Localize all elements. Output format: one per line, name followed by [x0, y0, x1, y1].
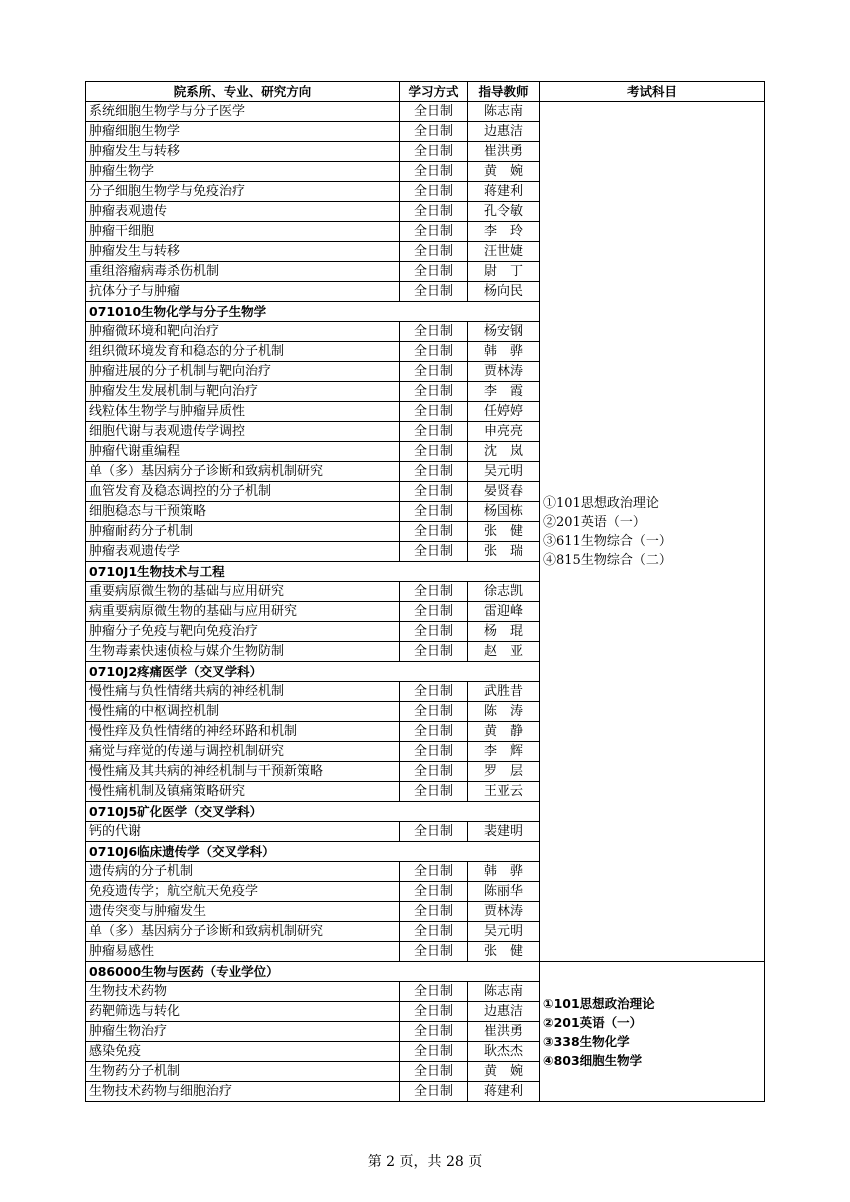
section-title: 0710J2疼痛医学（交叉学科）: [86, 662, 540, 682]
supervisor: 罗 层: [468, 762, 540, 782]
research-direction: 肿瘤表观遗传: [86, 202, 400, 222]
research-direction: 重组溶瘤病毒杀伤机制: [86, 262, 400, 282]
study-mode: 全日制: [400, 1042, 468, 1062]
research-direction: 肿瘤代谢重编程: [86, 442, 400, 462]
supervisor: 黄 婉: [468, 162, 540, 182]
research-direction: 慢性痛与负性情绪共病的神经机制: [86, 682, 400, 702]
study-mode: 全日制: [400, 502, 468, 522]
study-mode: 全日制: [400, 382, 468, 402]
exam-subject: ③611生物综合（一）: [543, 533, 672, 549]
study-mode: 全日制: [400, 622, 468, 642]
study-mode: 全日制: [400, 822, 468, 842]
study-mode: 全日制: [400, 342, 468, 362]
research-direction: 血管发育及稳态调控的分子机制: [86, 482, 400, 502]
study-mode: 全日制: [400, 702, 468, 722]
header-program: 院系所、专业、研究方向: [86, 82, 400, 102]
research-direction: 慢性痛机制及镇痛策略研究: [86, 782, 400, 802]
supervisor: 晏贤春: [468, 482, 540, 502]
supervisor: 黄 婉: [468, 1062, 540, 1082]
research-direction: 慢性痛的中枢调控机制: [86, 702, 400, 722]
section-title: 0710J1生物技术与工程: [86, 562, 540, 582]
supervisor: 李 辉: [468, 742, 540, 762]
study-mode: 全日制: [400, 862, 468, 882]
table-body: [86, 102, 765, 1102]
research-direction: 药靶筛选与转化: [86, 1002, 400, 1022]
supervisor: 徐志凯: [468, 582, 540, 602]
supervisor: 杨向民: [468, 282, 540, 302]
supervisor: 杨国栋: [468, 502, 540, 522]
supervisor: 孔令敏: [468, 202, 540, 222]
study-mode: 全日制: [400, 942, 468, 962]
header-supervisor: 指导教师: [468, 82, 540, 102]
research-direction: 免疫遗传学；航空航天免疫学: [86, 882, 400, 902]
research-direction: 肿瘤耐药分子机制: [86, 522, 400, 542]
study-mode: 全日制: [400, 222, 468, 242]
header-exam-subjects: 考试科目: [540, 82, 765, 102]
supervisor: 李 霞: [468, 382, 540, 402]
study-mode: 全日制: [400, 602, 468, 622]
supervisor: 边惠洁: [468, 1002, 540, 1022]
supervisor: 吴元明: [468, 462, 540, 482]
study-mode: 全日制: [400, 722, 468, 742]
study-mode: 全日制: [400, 902, 468, 922]
research-direction: 肿瘤分子免疫与靶向免疫治疗: [86, 622, 400, 642]
supervisor: 杨安钢: [468, 322, 540, 342]
supervisor: 边惠洁: [468, 122, 540, 142]
study-mode: 全日制: [400, 202, 468, 222]
research-direction: 肿瘤表观遗传学: [86, 542, 400, 562]
research-direction: 系统细胞生物学与分子医学: [86, 102, 400, 122]
research-direction: 分子细胞生物学与免疫治疗: [86, 182, 400, 202]
study-mode: 全日制: [400, 282, 468, 302]
research-direction: 遗传病的分子机制: [86, 862, 400, 882]
study-mode: 全日制: [400, 142, 468, 162]
research-direction: 痛觉与痒觉的传递与调控机制研究: [86, 742, 400, 762]
study-mode: 全日制: [400, 362, 468, 382]
study-mode: 全日制: [400, 462, 468, 482]
exam-subjects-cell: [540, 102, 765, 962]
research-direction: 肿瘤发生与转移: [86, 242, 400, 262]
study-mode: 全日制: [400, 522, 468, 542]
research-direction: 细胞稳态与干预策略: [86, 502, 400, 522]
exam-subject: ④815生物综合（二）: [543, 552, 672, 568]
study-mode: 全日制: [400, 482, 468, 502]
supervisor: 裴建明: [468, 822, 540, 842]
supervisor: 尉 丁: [468, 262, 540, 282]
study-mode: 全日制: [400, 182, 468, 202]
research-direction: 遗传突变与肿瘤发生: [86, 902, 400, 922]
supervisor: 韩 骅: [468, 862, 540, 882]
study-mode: 全日制: [400, 442, 468, 462]
research-direction: 肿瘤发生与转移: [86, 142, 400, 162]
study-mode: 全日制: [400, 982, 468, 1002]
supervisor: 崔洪勇: [468, 1022, 540, 1042]
supervisor: 杨 琨: [468, 622, 540, 642]
supervisor: 李 玲: [468, 222, 540, 242]
admissions-table: [85, 81, 765, 1102]
research-direction: 生物药分子机制: [86, 1062, 400, 1082]
supervisor: 黄 静: [468, 722, 540, 742]
section-title: 071010生物化学与分子生物学: [86, 302, 540, 322]
study-mode: 全日制: [400, 1082, 468, 1102]
study-mode: 全日制: [400, 762, 468, 782]
supervisor: 陈 涛: [468, 702, 540, 722]
research-direction: 病重要病原微生物的基础与应用研究: [86, 602, 400, 622]
supervisor: 贾林涛: [468, 362, 540, 382]
exam-subject: ③338生物化学: [543, 1033, 630, 1049]
section-title: 086000生物与医药（专业学位）: [86, 962, 540, 982]
supervisor: 贾林涛: [468, 902, 540, 922]
supervisor: 蒋建利: [468, 1082, 540, 1102]
study-mode: 全日制: [400, 102, 468, 122]
study-mode: 全日制: [400, 422, 468, 442]
study-mode: 全日制: [400, 1062, 468, 1082]
supervisor: 耿杰杰: [468, 1042, 540, 1062]
study-mode: 全日制: [400, 922, 468, 942]
research-direction: 线粒体生物学与肿瘤异质性: [86, 402, 400, 422]
research-direction: 单（多）基因病分子诊断和致病机制研究: [86, 462, 400, 482]
research-direction: 细胞代谢与表观遗传学调控: [86, 422, 400, 442]
research-direction: 生物毒素快速侦检与媒介生物防制: [86, 642, 400, 662]
exam-subject: ①101思想政治理论: [543, 995, 655, 1011]
research-direction: 生物技术药物: [86, 982, 400, 1002]
research-direction: 重要病原微生物的基础与应用研究: [86, 582, 400, 602]
supervisor: 吴元明: [468, 922, 540, 942]
research-direction: 单（多）基因病分子诊断和致病机制研究: [86, 922, 400, 942]
research-direction: 钙的代谢: [86, 822, 400, 842]
supervisor: 张 健: [468, 522, 540, 542]
study-mode: 全日制: [400, 1022, 468, 1042]
study-mode: 全日制: [400, 782, 468, 802]
section-title: 0710J6临床遗传学（交叉学科）: [86, 842, 540, 862]
research-direction: 组织微环境发育和稳态的分子机制: [86, 342, 400, 362]
study-mode: 全日制: [400, 882, 468, 902]
study-mode: 全日制: [400, 682, 468, 702]
supervisor: 汪世婕: [468, 242, 540, 262]
supervisor: 王亚云: [468, 782, 540, 802]
table-row: [86, 102, 765, 122]
supervisor: 沈 岚: [468, 442, 540, 462]
exam-subject: ①101思想政治理论: [543, 495, 659, 511]
study-mode: 全日制: [400, 242, 468, 262]
study-mode: 全日制: [400, 582, 468, 602]
research-direction: 慢性痒及负性情绪的神经环路和机制: [86, 722, 400, 742]
supervisor: 陈志南: [468, 102, 540, 122]
supervisor: 陈丽华: [468, 882, 540, 902]
study-mode: 全日制: [400, 262, 468, 282]
research-direction: 肿瘤进展的分子机制与靶向治疗: [86, 362, 400, 382]
supervisor: 申亮亮: [468, 422, 540, 442]
exam-subject: ②201英语（一）: [543, 1014, 643, 1030]
research-direction: 慢性痛及其共病的神经机制与干预新策略: [86, 762, 400, 782]
supervisor: 赵 亚: [468, 642, 540, 662]
research-direction: 生物技术药物与细胞治疗: [86, 1082, 400, 1102]
research-direction: 肿瘤干细胞: [86, 222, 400, 242]
supervisor: 韩 骅: [468, 342, 540, 362]
research-direction: 肿瘤发生发展机制与靶向治疗: [86, 382, 400, 402]
study-mode: 全日制: [400, 542, 468, 562]
research-direction: 肿瘤生物治疗: [86, 1022, 400, 1042]
supervisor: 张 健: [468, 942, 540, 962]
study-mode: 全日制: [400, 642, 468, 662]
research-direction: 感染免疫: [86, 1042, 400, 1062]
exam-subjects-cell: [540, 962, 765, 1102]
supervisor: 蒋建利: [468, 182, 540, 202]
page-footer: 第 2 页，共 28 页: [367, 1154, 483, 1170]
research-direction: 抗体分子与肿瘤: [86, 282, 400, 302]
study-mode: 全日制: [400, 162, 468, 182]
supervisor: 雷迎峰: [468, 602, 540, 622]
research-direction: 肿瘤生物学: [86, 162, 400, 182]
research-direction: 肿瘤细胞生物学: [86, 122, 400, 142]
study-mode: 全日制: [400, 122, 468, 142]
section-title: 0710J5矿化医学（交叉学科）: [86, 802, 540, 822]
research-direction: 肿瘤微环境和靶向治疗: [86, 322, 400, 342]
supervisor: 武胜昔: [468, 682, 540, 702]
study-mode: 全日制: [400, 742, 468, 762]
exam-subject: ②201英语（一）: [543, 514, 646, 530]
study-mode: 全日制: [400, 322, 468, 342]
supervisor: 任婷婷: [468, 402, 540, 422]
study-mode: 全日制: [400, 1002, 468, 1022]
section-row: [86, 962, 765, 982]
header-study-mode: 学习方式: [400, 82, 468, 102]
study-mode: 全日制: [400, 402, 468, 422]
table-header-row: [86, 82, 765, 102]
supervisor: 陈志南: [468, 982, 540, 1002]
exam-subject: ④803细胞生物学: [543, 1052, 643, 1068]
supervisor: 张 瑞: [468, 542, 540, 562]
research-direction: 肿瘤易感性: [86, 942, 400, 962]
supervisor: 崔洪勇: [468, 142, 540, 162]
